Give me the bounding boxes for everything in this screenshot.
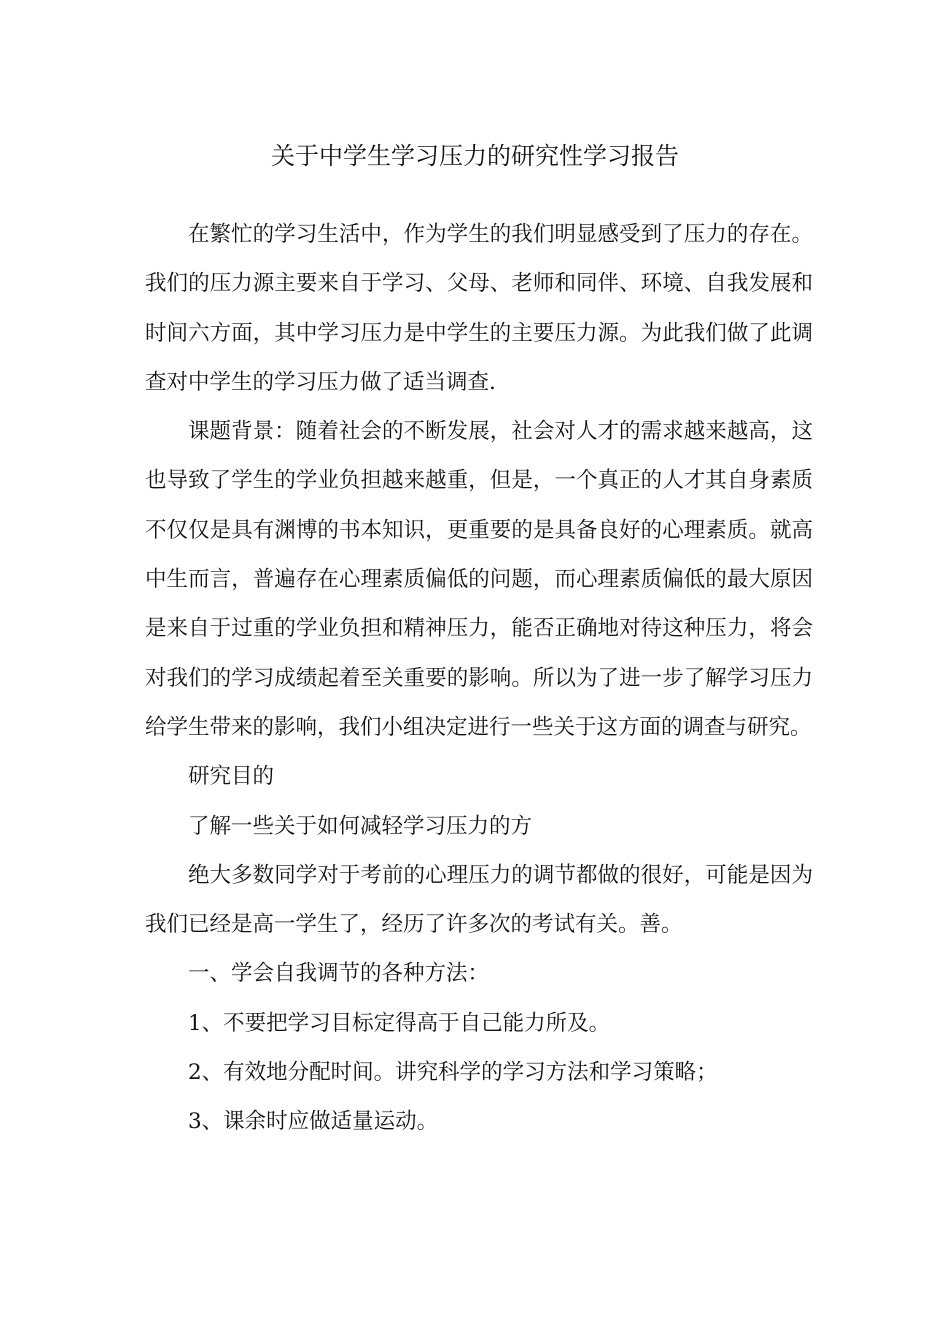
document-body bbox=[145, 210, 813, 1147]
list-item-method-1: 1、不要把学习目标定得高于自己能力所及。 bbox=[188, 1010, 611, 1036]
document-title: 关于中学生学习压力的研究性学习报告 bbox=[271, 142, 679, 170]
paragraph-research-purpose: 了解一些关于如何减轻学习压力的方 bbox=[188, 813, 533, 839]
section-heading-methods: 一、学会自我调节的各种方法： bbox=[188, 961, 490, 987]
list-item-method-3: 3、课余时应做适量运动。 bbox=[188, 1109, 439, 1135]
paragraph-intro: 在繁忙的学习生活中，作为学生的我们明显感受到了压力的存在。我们的压力源主要来自于学习、父母、老师和同伴、环境、自我发展和时间六方面，其中学习压力是中学生的主要压力源。为此我们做了此调查对中学生的学习压力做了适当调查. bbox=[145, 222, 813, 395]
paragraph-background: 课题背景：随着社会的不断发展，社会对人才的需求越来越高，这也导致了学生的学业负担越来越重，但是，一个真正的人才其自身素质不仅仅是具有渊博的书本知识，更重要的是具备良好的心理素质。就高中生而言，普遍存在心理素质偏低的问题，而心理素质偏低的最大原因是来自于过重的学业负担和精神压力，能否正确地对待这种压力，将会对我们的学习成绩起着至关重要的影响。所以为了进一步了解学习压力给学生带来的影响，我们小组决定进行一些关于这方面的调查与研究。 bbox=[145, 419, 813, 740]
list-item-method-2: 2、有效地分配时间。讲究科学的学习方法和学习策略； bbox=[188, 1060, 718, 1086]
paragraph-findings: 绝大多数同学对于考前的心理压力的调节都做的很好，可能是因为我们已经是高一学生了，经历了许多次的考试有关。善。 bbox=[145, 862, 813, 938]
paragraph-research-purpose-heading: 研究目的 bbox=[188, 764, 275, 790]
